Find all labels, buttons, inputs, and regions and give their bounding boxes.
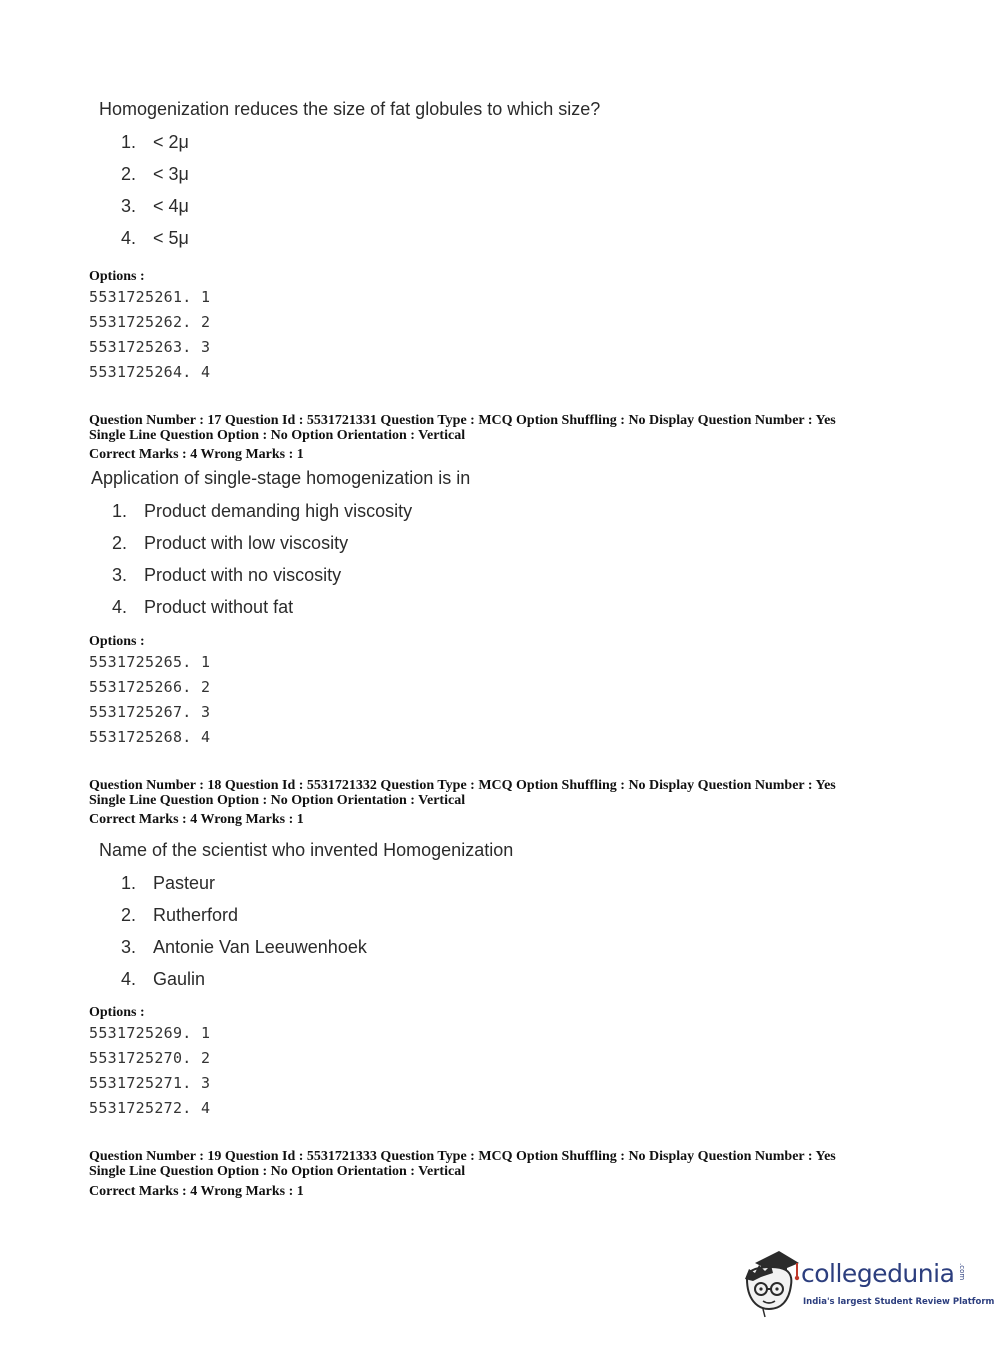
q18-meta-line-2: Single Line Question Option : No Option Orientation : Vertical: [89, 793, 466, 808]
q17-option-2: 5531725266. 2: [89, 678, 211, 696]
q17-choice-2: 2. Product with low viscosity: [112, 533, 349, 553]
q17-marks: Correct Marks : 4 Wrong Marks : 1: [89, 447, 304, 462]
q19-marks: Correct Marks : 4 Wrong Marks : 1: [89, 1184, 304, 1199]
q16-options-label: Options :: [89, 269, 145, 284]
q18-marks: Correct Marks : 4 Wrong Marks : 1: [89, 812, 304, 827]
q18-options-label: Options :: [89, 1005, 145, 1020]
q17-meta-line-1: Question Number : 17 Question Id : 5531721331 Question Type : MCQ Option Shuffling : No Display Question Number : Yes: [89, 413, 836, 428]
collegedunia-logo: [741, 1249, 995, 1319]
q18-choice-2: 2. Rutherford: [121, 905, 239, 925]
q19-meta-line-1: Question Number : 19 Question Id : 5531721333 Question Type : MCQ Option Shuffling : No Display Question Number : Yes: [89, 1149, 836, 1164]
q17-option-4: 5531725268. 4: [89, 728, 211, 746]
brand-tagline: India's largest Student Review Platform: [803, 1297, 995, 1307]
q17-options-label: Options :: [89, 634, 145, 649]
q16-choice-3: 3. < 4μ: [121, 196, 189, 216]
q18-choice-3: 3. Antonie Van Leeuwenhoek: [121, 937, 367, 957]
q18-option-3: 5531725271. 3: [89, 1074, 211, 1092]
q18-option-4: 5531725272. 4: [89, 1099, 211, 1117]
q16-option-1: 5531725261. 1: [89, 288, 211, 306]
q17-choice-3: 3. Product with no viscosity: [112, 565, 342, 585]
q19-meta-line-2: Single Line Question Option : No Option Orientation : Vertical: [89, 1164, 466, 1179]
q17-meta-line-2: Single Line Question Option : No Option Orientation : Vertical: [89, 428, 466, 443]
question-17-text: Application of single-stage homogenization is in: [91, 468, 471, 488]
q16-option-2: 5531725262. 2: [89, 313, 211, 331]
q17-option-3: 5531725267. 3: [89, 703, 211, 721]
q16-option-4: 5531725264. 4: [89, 363, 211, 381]
question-18-text: Name of the scientist who invented Homogenization: [99, 840, 514, 860]
mascot-icon: [741, 1249, 801, 1319]
brand-suffix: .com: [958, 1263, 966, 1281]
q16-choice-4: 4. < 5μ: [121, 228, 189, 248]
q18-choice-4: 4. Gaulin: [121, 969, 206, 989]
q16-option-3: 5531725263. 3: [89, 338, 211, 356]
q16-choice-2: 2. < 3μ: [121, 164, 189, 184]
q18-choice-1: 1. Pasteur: [121, 873, 216, 893]
q17-option-1: 5531725265. 1: [89, 653, 211, 671]
question-16-text: Homogenization reduces the size of fat globules to which size?: [99, 99, 601, 119]
q16-choice-1: 1. < 2μ: [121, 132, 189, 152]
q18-option-2: 5531725270. 2: [89, 1049, 211, 1067]
q17-choice-4: 4. Product without fat: [112, 597, 294, 617]
q18-option-1: 5531725269. 1: [89, 1024, 211, 1042]
q17-choice-1: 1. Product demanding high viscosity: [112, 501, 413, 521]
brand-name: collegedunia: [801, 1259, 955, 1288]
q18-meta-line-1: Question Number : 18 Question Id : 5531721332 Question Type : MCQ Option Shuffling : No Display Question Number : Yes: [89, 778, 836, 793]
